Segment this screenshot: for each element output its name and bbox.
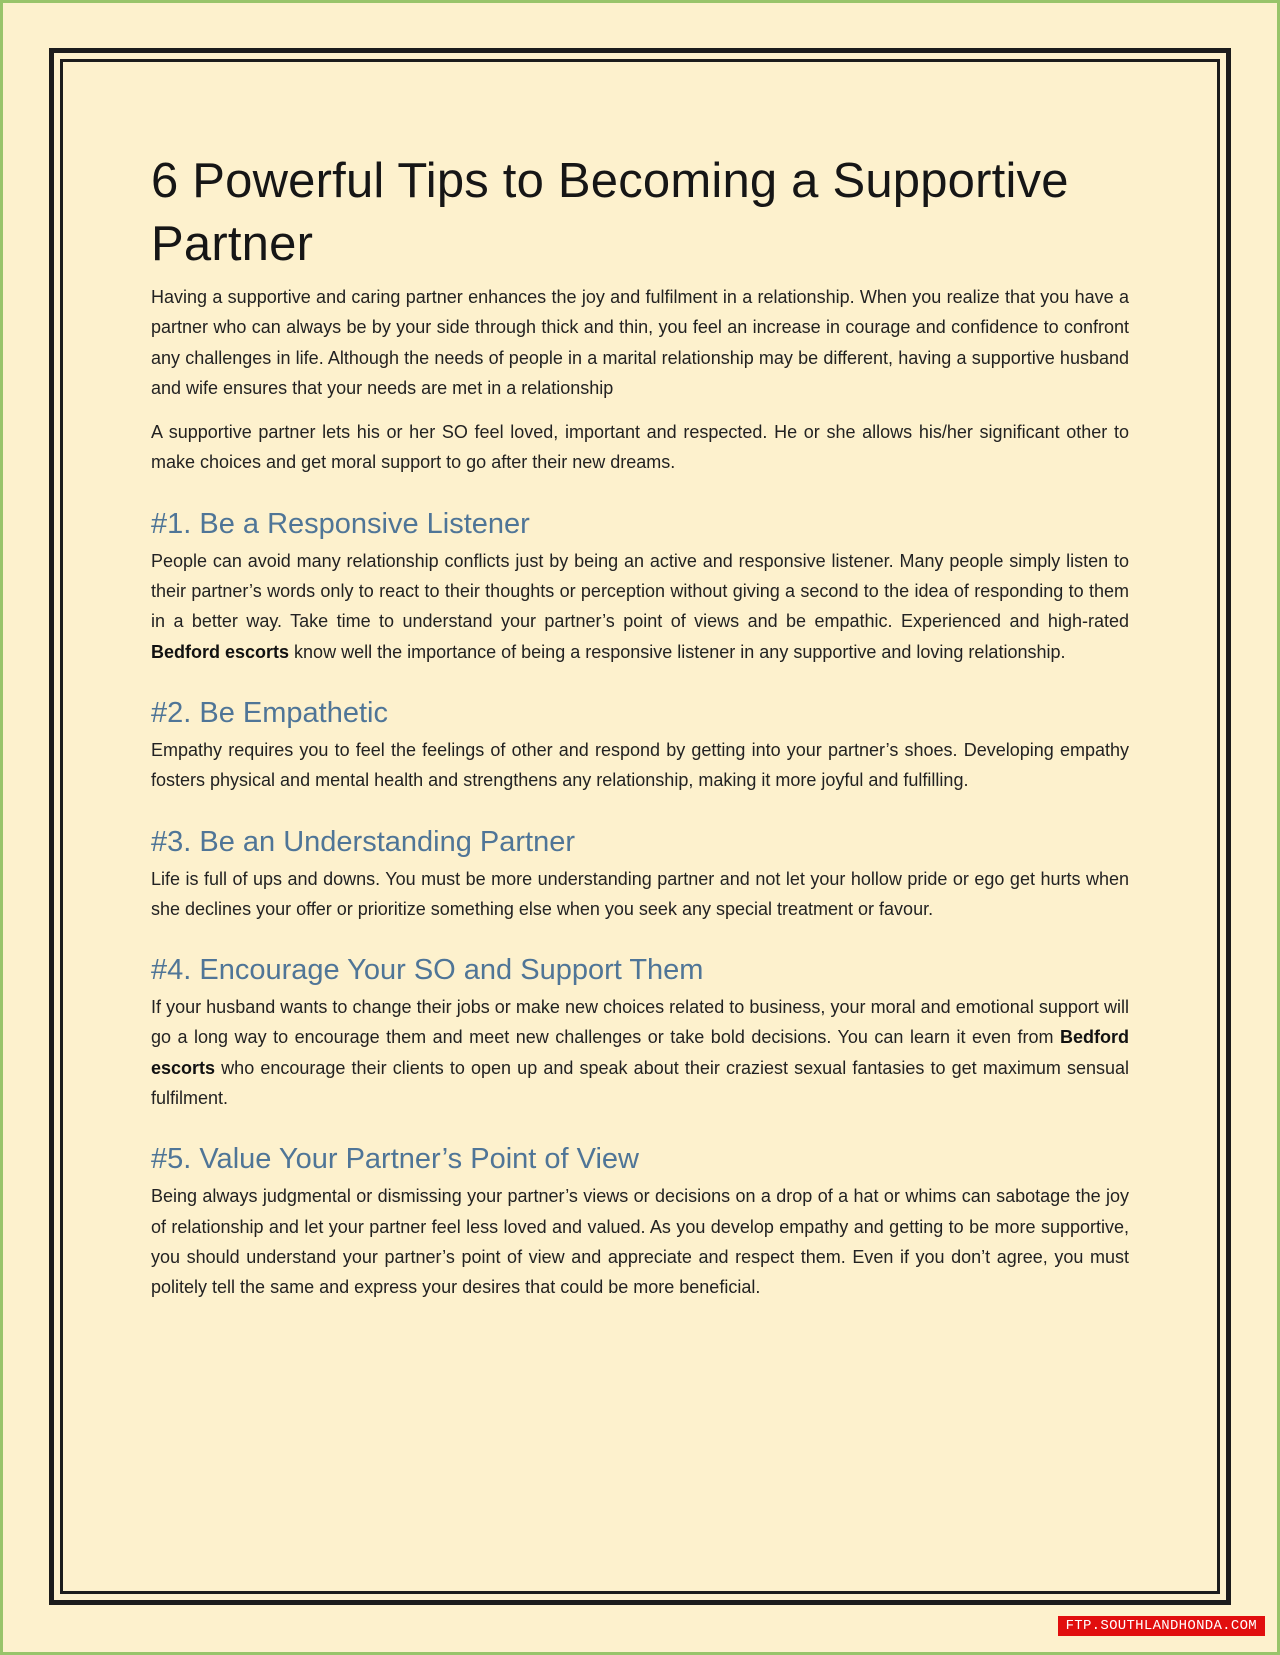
section-body-text: Being always judgmental or dismissing your partner’s views or decisions on a drop of a hat or whims can sabotage the joy of relationship and let your partner feel less loved and valued. As you develop empathy and getting to be more supportive, you should understand your partner’s point of view and appreciate and respect them. Even if you don’t agree, you must politely tell the same and express your desires that could be more beneficial. bbox=[151, 1186, 1129, 1298]
section-3 bbox=[151, 824, 1129, 925]
section-body-text: If your husband wants to change their jobs or make new choices related to business, your moral and emotional support will go a long way to encourage them and meet new challenges or take bold decisions. You can learn it even from bbox=[151, 997, 1129, 1048]
intro-paragraph-1: Having a supportive and caring partner enhances the joy and fulfilment in a relationship. When you realize that you have a partner who can always be by your side through thick and thin, you feel an increase in courage and confidence to confront any challenges in life. Although the needs of people in a marital relationship may be different, having a supportive husband and wife ensures that your needs are met in a relationship bbox=[151, 287, 1129, 398]
section-body-text-continued: know well the importance of being a responsive listener in any supportive and loving relationship. bbox=[289, 641, 1066, 662]
site-watermark: FTP.SOUTHLANDHONDA.COM bbox=[1058, 1616, 1265, 1636]
section-heading: #3. Be an Understanding Partner bbox=[151, 825, 575, 858]
document-title: 6 Powerful Tips to Becoming a Supportive Partner bbox=[151, 154, 1069, 271]
section-body bbox=[151, 546, 1129, 667]
document-content bbox=[151, 150, 1129, 1317]
section-5 bbox=[151, 1141, 1129, 1302]
section-body-text-continued: who encourage their clients to open up and speak about their craziest sexual fantasies to get maximum sensual fulfilment. bbox=[151, 1057, 1129, 1109]
section-heading: #5. Value Your Partner’s Point of View bbox=[151, 1143, 639, 1176]
bold-link-text: Bedford escorts bbox=[151, 641, 290, 662]
section-body-text: People can avoid many relationship conflicts just by being an active and responsive listener. Many people simply listen to their partner’s words only to react to their thoughts or perception without giving a second to the idea of responding to them in a better way. Take time to understand your partner’s point of views and be empathic. Experienced and high-rated bbox=[151, 550, 1129, 632]
intro-paragraph-2: A supportive partner lets his or her SO feel loved, important and respected. He or she allows his/her significant other to make choices and get moral support to go after their new dreams. bbox=[151, 422, 1129, 473]
bold-link-text: Bedford escorts bbox=[151, 1027, 1129, 1078]
section-body-text: Empathy requires you to feel the feelings of other and respond by getting into your partner’s shoes. Developing empathy fosters physical and mental health and strengthens any relationship, making it more joyful and fulfilling. bbox=[151, 739, 1129, 791]
section-4 bbox=[151, 952, 1129, 1113]
section-body-text: Life is full of ups and downs. You must be more understanding partner and not let your hollow pride or ego get hurts when she declines your offer or prioritize something else when you seek any special treatment or favour. bbox=[151, 868, 1129, 919]
section-body bbox=[151, 864, 1129, 925]
section-heading: #4. Encourage Your SO and Support Them bbox=[151, 954, 704, 987]
section-body bbox=[151, 992, 1129, 1113]
section-1 bbox=[151, 506, 1129, 667]
section-2 bbox=[151, 695, 1129, 796]
section-heading: #2. Be Empathetic bbox=[151, 696, 388, 729]
section-heading: #1. Be a Responsive Listener bbox=[151, 507, 530, 540]
section-body bbox=[151, 735, 1129, 796]
section-body bbox=[151, 1181, 1129, 1302]
